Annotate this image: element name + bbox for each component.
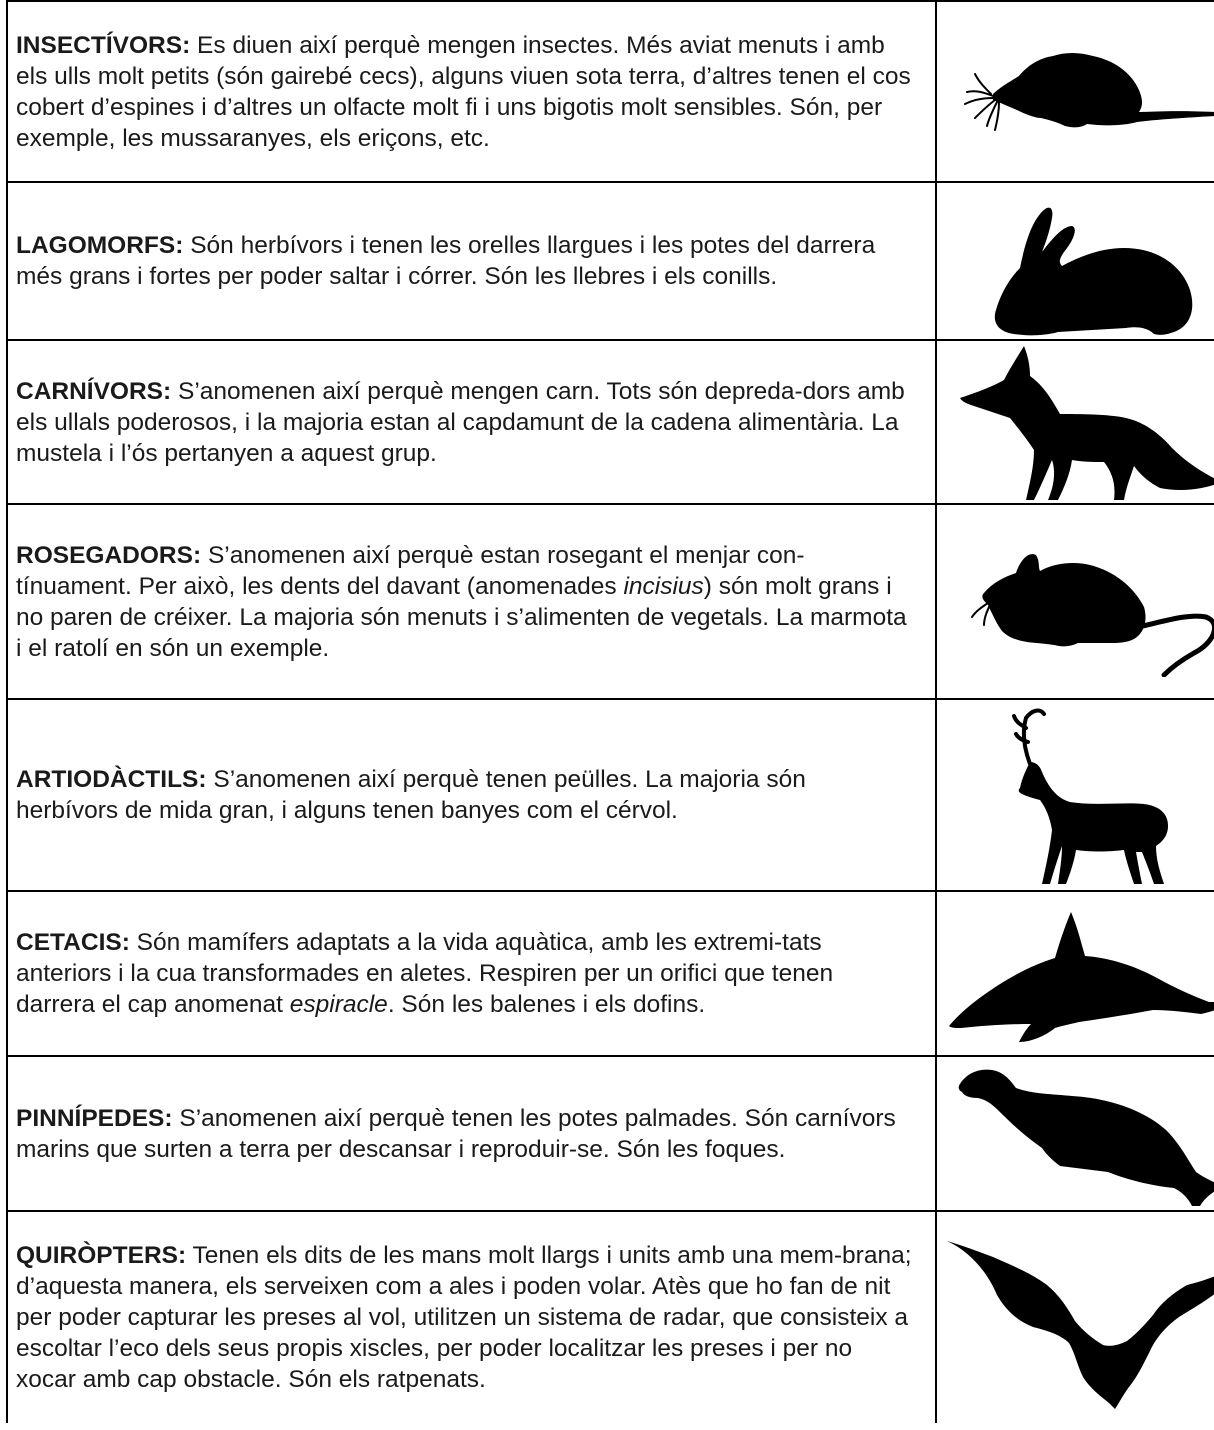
table-row	[7, 340, 1214, 504]
row-label: CARNÍVORS:	[16, 377, 172, 405]
row-image-cell	[936, 504, 1214, 699]
row-label: LAGOMORFS:	[16, 232, 184, 259]
table-row	[7, 1, 1214, 182]
row-emphasis: incisius	[623, 572, 704, 600]
row-image-cell	[936, 1056, 1214, 1211]
fox-silhouette-icon	[948, 342, 1214, 502]
row-description: Tenen els dits de les mans molt llargs i units amb una mem-brana; d’aquesta manera, els serveixen com a ales i poden volar. Atès que ho fan de nit per poder capturar les preses al vol, utilitzen un sistema de radar, que consisteix a escoltar l’eco dels seus propis xiscles, per poder localitzar les preses i per no xocar amb cap obstacle. Són els ratpenats.	[16, 1242, 912, 1393]
row-label: CETACIS:	[16, 929, 130, 956]
row-label: INSECTÍVORS:	[16, 31, 191, 59]
row-description-end: . Són les balenes i els dofins.	[387, 991, 706, 1018]
bat-silhouette-icon	[943, 1223, 1214, 1413]
row-image-cell	[936, 1211, 1214, 1423]
row-image-cell	[936, 182, 1214, 340]
row-description: S’anomenen així perquè tenen les potes palmades. Són carnívors marins que surten a terra per descansar i reproduir-se. Són les foques.	[16, 1104, 896, 1163]
row-text-lagomorphs	[7, 182, 936, 340]
row-text-cetaceans	[7, 891, 936, 1056]
table-row	[7, 891, 1214, 1056]
rabbit-silhouette-icon	[968, 186, 1208, 336]
row-description: S’anomenen així perquè mengen carn. Tots són depreda-dors amb els ullals poderosos, i la majoria estan al capdamunt de la cadena alimentària. La mustela i l’ós pertanyen a aquest grup.	[16, 377, 905, 467]
table-row	[7, 182, 1214, 340]
row-description-end: ) són molt grans i no paren de créixer. La majoria són menuts i s’alimenten de vegetals. La marmota i el ratolí en són un exemple.	[16, 572, 907, 662]
row-description: S’anomenen així perquè estan rosegant el menjar con-tínuament. Per això, les dents del davant (anomenades	[16, 541, 805, 600]
row-image-cell	[936, 1, 1214, 182]
row-label: ROSEGADORS:	[16, 541, 202, 569]
row-text-pinnipeds	[7, 1056, 936, 1211]
mammal-orders-table	[6, 0, 1214, 1423]
table-row	[7, 699, 1214, 891]
table-row	[7, 1056, 1214, 1211]
row-label: PINNÍPEDES:	[16, 1104, 173, 1132]
row-text-artiodactyls	[7, 699, 936, 891]
row-description: S’anomenen així perquè tenen peülles. La majoria són herbívors de mida gran, i alguns tenen banyes com el cérvol.	[16, 766, 806, 824]
table-row	[7, 1211, 1214, 1423]
table-row	[7, 504, 1214, 699]
seal-silhouette-icon	[948, 1058, 1214, 1210]
row-image-cell	[936, 891, 1214, 1056]
row-description: Es diuen així perquè mengen insectes. Més aviat menuts i amb els ulls molt petits (són gairebé cecs), alguns viuen sota terra, d’altres tenen el cos cobert d’espines i d’altres un olfacte molt fi i uns bigotis molt sensibles. Són, per exemple, les mussaranyes, els eriçons, etc.	[16, 31, 911, 152]
row-label: ARTIODÀCTILS:	[16, 766, 207, 793]
dolphin-silhouette-icon	[943, 904, 1214, 1044]
row-text-chiroptera	[7, 1211, 936, 1423]
row-description: Són mamífers adaptats a la vida aquàtica, amb les extremi-tats anteriors i la cua transformades en aletes. Respiren per un orifici que tenen darrera el cap anomenat	[16, 929, 834, 1018]
mouse-silhouette-icon	[958, 527, 1214, 677]
shrew-silhouette-icon	[953, 32, 1214, 152]
row-text-rodents	[7, 504, 936, 699]
row-label: QUIRÒPTERS:	[16, 1242, 187, 1269]
row-image-cell	[936, 699, 1214, 891]
row-image-cell	[936, 340, 1214, 504]
row-description: Són herbívors i tenen les orelles llargues i les potes del darrera més grans i fortes per poder saltar i córrer. Són les llebres i els conills.	[16, 232, 876, 290]
row-text-insectivors	[7, 1, 936, 182]
row-emphasis: espiracle	[289, 991, 388, 1018]
row-text-carnivores	[7, 340, 936, 504]
deer-silhouette-icon	[968, 702, 1208, 888]
